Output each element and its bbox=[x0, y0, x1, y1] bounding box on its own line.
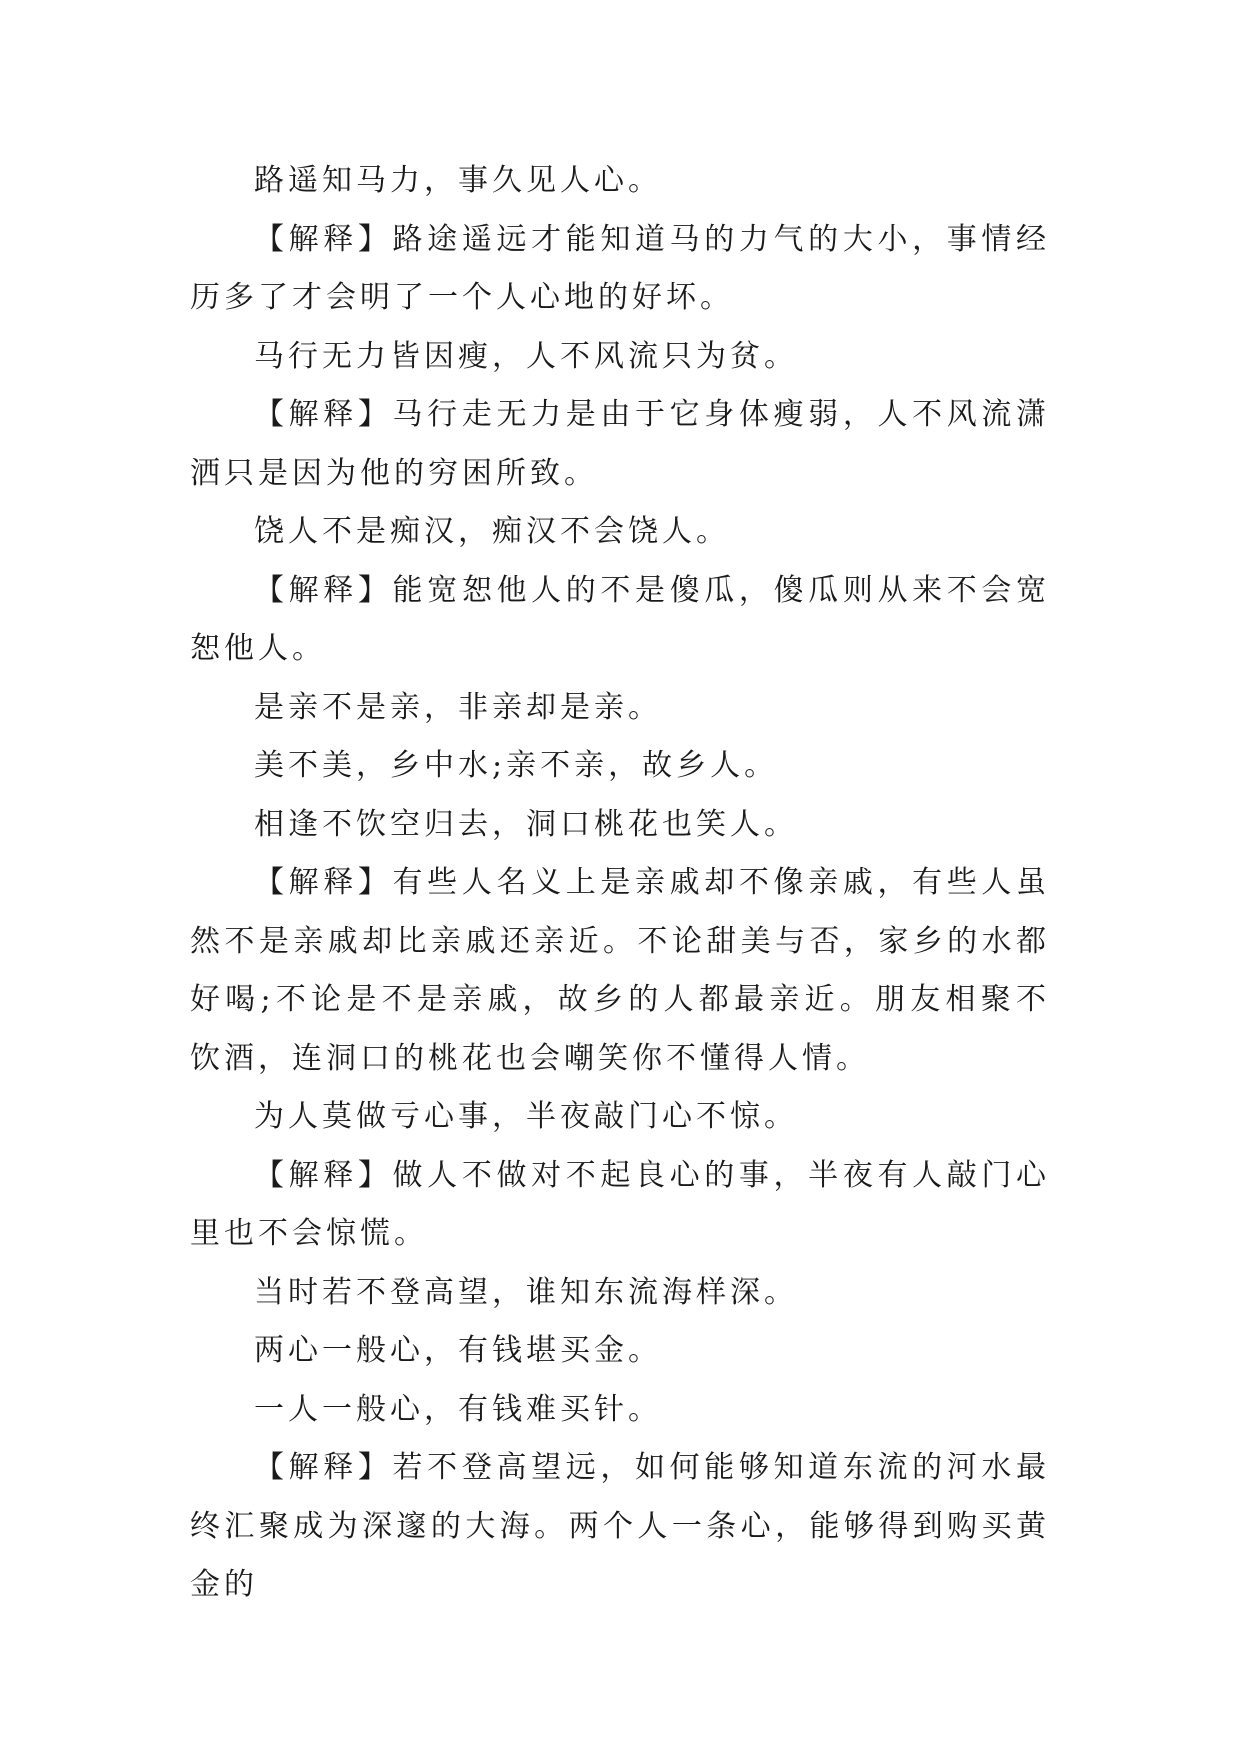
paragraph: 两心一般心，有钱堪买金。 bbox=[254, 1333, 662, 1368]
paragraph: 【解释】若不登高望远，如何能够知道东流的河水最终汇聚成为深邃的大海。两个人一条心，能够得到购买黄金的 bbox=[190, 1450, 1050, 1602]
paragraph: 美不美，乡中水;亲不亲，故乡人。 bbox=[254, 748, 779, 783]
paragraph: 为人莫做亏心事，半夜敲门心不惊。 bbox=[254, 1099, 798, 1134]
document-body bbox=[190, 152, 1050, 1615]
paragraph: 饶人不是痴汉，痴汉不会饶人。 bbox=[254, 514, 730, 549]
paragraph: 【解释】有些人名义上是亲戚却不像亲戚，有些人虽然不是亲戚却比亲戚还亲近。不论甜美与否，家乡的水都好喝;不论是不是亲戚，故乡的人都最亲近。朋友相聚不饮酒，连洞口的桃花也会嘲笑你不懂得人情。 bbox=[190, 865, 1050, 1076]
paragraph: 【解释】马行走无力是由于它身体瘦弱，人不风流潇洒只是因为他的穷困所致。 bbox=[190, 397, 1050, 491]
paragraph: 路遥知马力，事久见人心。 bbox=[254, 163, 662, 198]
paragraph: 是亲不是亲，非亲却是亲。 bbox=[254, 689, 662, 725]
paragraph: 马行无力皆因瘦，人不风流只为贫。 bbox=[254, 338, 798, 374]
paragraph: 【解释】路途遥远才能知道马的力气的大小，事情经历多了才会明了一个人心地的好坏。 bbox=[190, 221, 1050, 315]
paragraph: 相逢不饮空归去，洞口桃花也笑人。 bbox=[254, 806, 798, 842]
paragraph: 一人一般心，有钱难买针。 bbox=[254, 1391, 662, 1427]
paragraph: 【解释】能宽恕他人的不是傻瓜，傻瓜则从来不会宽恕他人。 bbox=[190, 572, 1050, 666]
paragraph: 【解释】做人不做对不起良心的事，半夜有人敲门心里也不会惊慌。 bbox=[190, 1157, 1050, 1251]
paragraph: 当时若不登高望，谁知东流海样深。 bbox=[254, 1274, 798, 1310]
